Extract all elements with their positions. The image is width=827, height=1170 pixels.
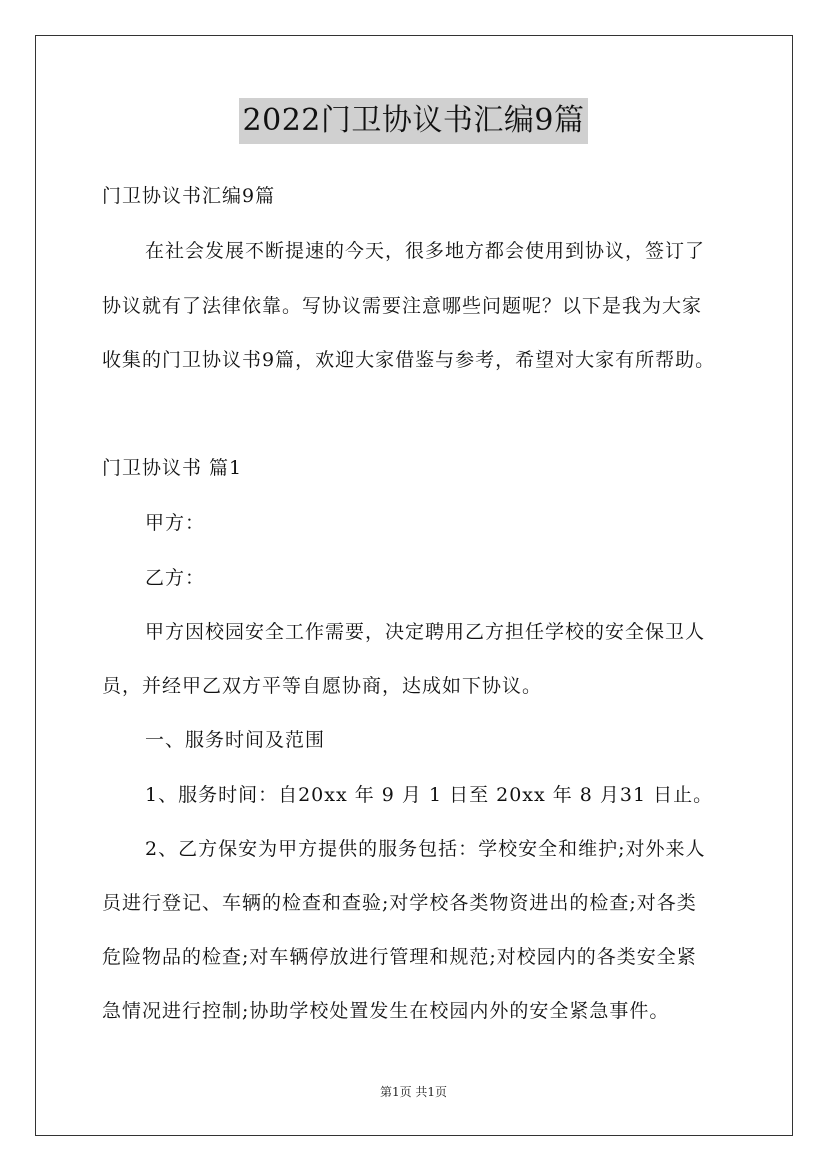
body-line-2: 员，并经甲乙双方平等自愿协商，达成如下协议。 [102, 675, 543, 697]
page-number-footer: 第1页 共1页 [379, 1085, 448, 1099]
document-subtitle: 门卫协议书汇编9篇 [102, 185, 276, 207]
party-b-label: 乙方： [145, 567, 206, 589]
body-line-7: 危险物品的检查;对车辆停放进行管理和规范;对校园内的各类安全紧 [102, 946, 697, 968]
intro-line-3: 收集的门卫协议书9篇，欢迎大家借鉴与参考，希望对大家有所帮助。 [102, 349, 716, 371]
body-line-6: 员进行登记、车辆的检查和查验;对学校各类物资进出的检查;对各类 [102, 892, 697, 914]
party-a-label: 甲方： [145, 512, 206, 534]
body-line-8: 急情况进行控制;协助学校处置发生在校园内外的安全紧急事件。 [102, 1000, 670, 1022]
section-heading: 门卫协议书 篇1 [102, 457, 243, 479]
intro-line-2: 协议就有了法律依靠。写协议需要注意哪些问题呢？以下是我为大家 [102, 295, 703, 317]
body-line-5: 2、乙方保安为甲方提供的服务包括：学校安全和维护;对外来人 [145, 838, 706, 860]
title-container [0, 98, 827, 144]
body-line-1: 甲方因校园安全工作需要，决定聘用乙方担任学校的安全保卫人 [145, 621, 706, 643]
body-line-3: 一、服务时间及范围 [145, 729, 326, 751]
body-line-4: 1、服务时间：自20xx 年 9 月 1 日至 20xx 年 8 月31 日止。 [145, 784, 714, 806]
document-title: 2022门卫协议书汇编9篇 [239, 98, 589, 144]
intro-line-1: 在社会发展不断提速的今天，很多地方都会使用到协议，签订了 [145, 240, 706, 262]
